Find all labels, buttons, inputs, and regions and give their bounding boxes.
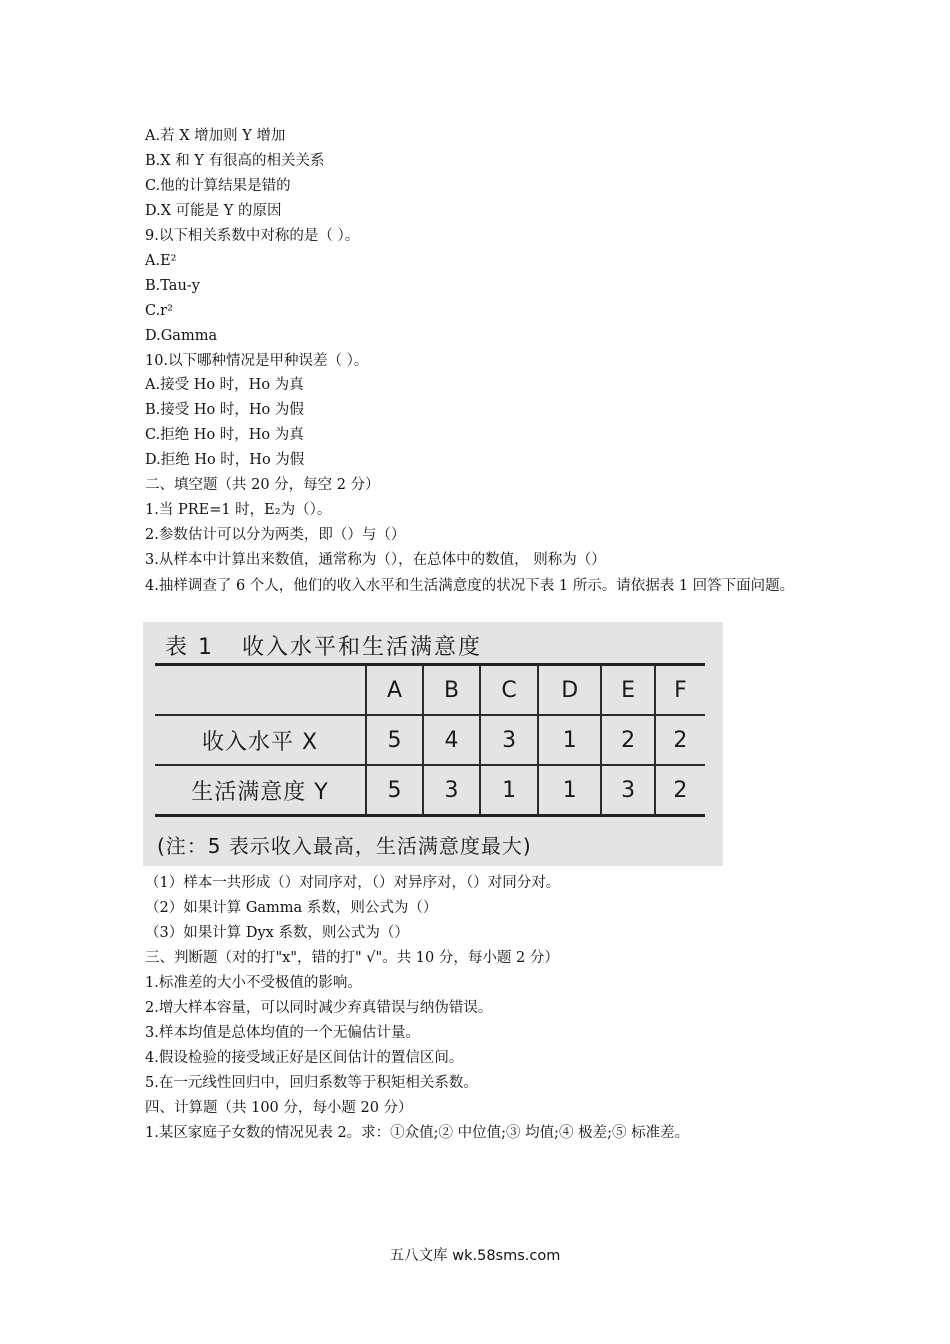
question-10: 10.以下哪种情况是甲种误差（ ）。 [145, 353, 369, 369]
header-cell: A [366, 665, 423, 716]
table-cell: 3 [601, 765, 654, 816]
judgement-3: 3.样本均值是总体均值的一个无偏估计量。 [145, 1025, 420, 1041]
table-row [155, 765, 705, 816]
table-cell: 3 [423, 765, 480, 816]
fill-question-2: 2.参数估计可以分为两类，即（）与（） [145, 527, 406, 543]
row-label: 收入水平 X [155, 715, 366, 765]
page-footer: 五八文库 wk.58sms.com [389, 1248, 561, 1264]
q9-option-b: B.Tau-y [145, 278, 200, 294]
fill-question-1: 1.当 PRE=1 时，E₂为（）。 [145, 502, 332, 518]
option-d: D.X 可能是 Y 的原因 [145, 203, 282, 219]
table-cell: 2 [655, 765, 705, 816]
section-calculation-heading: 四、计算题（共 100 分，每小题 20 分） [145, 1100, 413, 1116]
section-judgement-heading: 三、判断题（对的打"x"，错的打" √"。共 10 分，每小题 2 分） [145, 950, 559, 966]
q10-option-a: A.接受 Ho 时，Ho 为真 [145, 377, 304, 393]
table-cell: 3 [480, 715, 538, 765]
table-cell: 2 [655, 715, 705, 765]
q10-option-b: B.接受 Ho 时，Ho 为假 [145, 402, 304, 418]
option-c: C.他的计算结果是错的 [145, 178, 291, 194]
header-cell: C [480, 665, 538, 716]
judgement-2: 2.增大样本容量，可以同时减少弃真错误与纳伪错误。 [145, 1000, 493, 1016]
table-title [165, 630, 482, 661]
table-title-label: 表 1 [165, 635, 214, 660]
table-note: (注：5 表示收入最高，生活满意度最大) [157, 834, 532, 858]
question-9: 9.以下相关系数中对称的是（ ）。 [145, 228, 360, 244]
q10-option-c: C.拒绝 Ho 时，Ho 为真 [145, 427, 304, 443]
sub-question-3: （3）如果计算 Dyx 系数，则公式为（） [145, 925, 409, 941]
table-cell: 5 [366, 715, 423, 765]
table-cell: 1 [538, 765, 601, 816]
q9-option-c: C.r² [145, 303, 173, 319]
q9-option-a: A.E² [145, 253, 177, 269]
fill-question-4: 4.抽样调查了 6 个人，他们的收入水平和生活满意度的状况下表 1 所示。请依据表 1 回答下面问题。 [145, 578, 795, 594]
judgement-5: 5.在一元线性回归中，回归系数等于积矩相关系数。 [145, 1075, 478, 1091]
section-fill-blank-heading: 二、填空题（共 20 分，每空 2 分） [145, 477, 380, 493]
table-cell: 1 [480, 765, 538, 816]
q10-option-d: D.拒绝 Ho 时，Ho 为假 [145, 452, 305, 468]
fill-question-3: 3.从样本中计算出来数值，通常称为（），在总体中的数值， 则称为（） [145, 552, 606, 568]
sub-question-1: （1）样本一共形成（）对同序对，（）对异序对，（）对同分对。 [145, 875, 561, 891]
table-row [155, 715, 705, 765]
sub-question-2: （2）如果计算 Gamma 系数，则公式为（） [145, 900, 438, 916]
table-1 [155, 663, 705, 817]
calculation-question-1: 1.某区家庭子女数的情况见表 2。求：①众值;② 中位值;③ 均值;④ 极差;⑤ 标准差。 [145, 1125, 690, 1141]
table-title-text: 收入水平和生活满意度 [242, 635, 483, 660]
header-cell: E [601, 665, 654, 716]
header-cell: D [538, 665, 601, 716]
q9-option-d: D.Gamma [145, 328, 218, 344]
option-a: A.若 X 增加则 Y 增加 [145, 128, 286, 144]
table-cell: 2 [601, 715, 654, 765]
header-cell: B [423, 665, 480, 716]
table-cell: 5 [366, 765, 423, 816]
judgement-1: 1.标准差的大小不受极值的影响。 [145, 975, 362, 991]
header-cell [155, 665, 366, 716]
judgement-4: 4.假设检验的接受域正好是区间估计的置信区间。 [145, 1050, 464, 1066]
header-cell: F [655, 665, 705, 716]
table-cell: 1 [538, 715, 601, 765]
table-header-row [155, 665, 705, 716]
table-1-scan [143, 622, 723, 866]
row-label: 生活满意度 Y [155, 765, 366, 816]
option-b: B.X 和 Y 有很高的相关关系 [145, 153, 325, 169]
table-cell: 4 [423, 715, 480, 765]
